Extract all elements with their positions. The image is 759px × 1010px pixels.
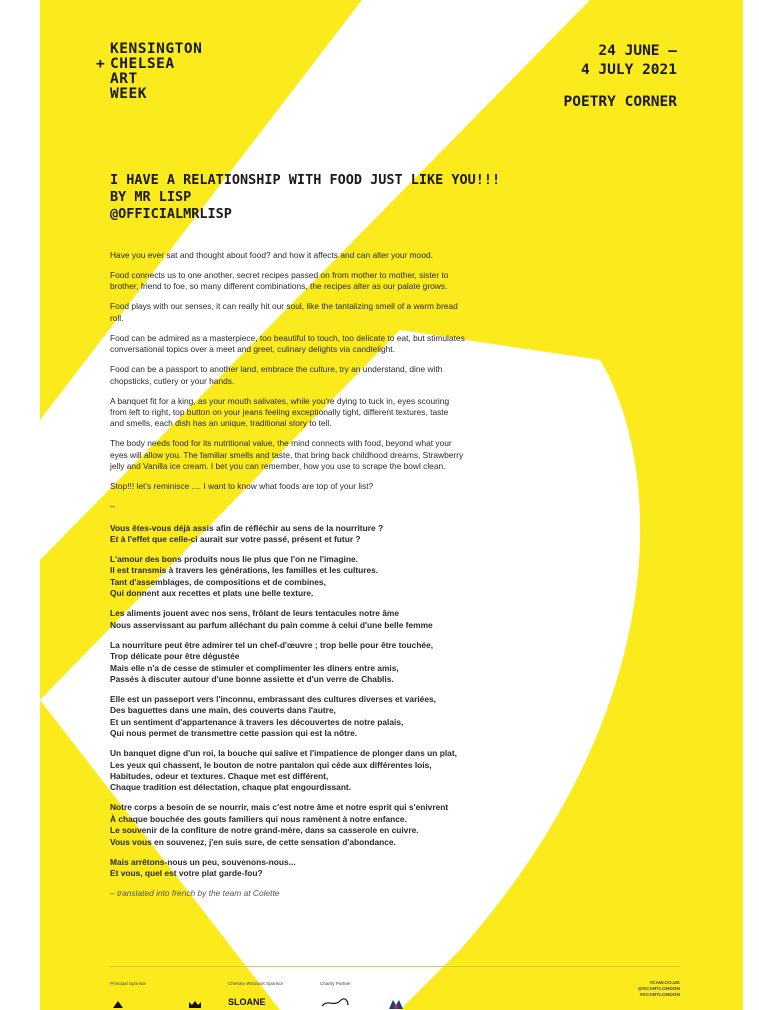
poem-line: Trop délicate pour être dégustée bbox=[110, 651, 240, 662]
poem-line: chopsticks, cutlery or your hands. bbox=[110, 375, 235, 386]
poem-stanza bbox=[110, 250, 640, 261]
poem-line: Les yeux qui chassent, le bouton de notre pantalon qui cède aux différentes lois, bbox=[110, 759, 432, 770]
logo-line: ART bbox=[110, 71, 138, 87]
date-line: 4 JULY 2021 bbox=[580, 62, 677, 78]
author-line: BY MR LISP bbox=[110, 189, 192, 205]
poem-line: À chaque bouchée des gouts familiers qui nous ramènent à notre enfance. bbox=[110, 813, 407, 824]
poem-line: eyes will allow you. The familiar smells and taste, that bring back childhood dreams, Strawberry bbox=[110, 449, 464, 460]
poem-line: Food can be admired as a masterpiece, too beautiful to touch, too delicate to eat, but stimulates bbox=[110, 332, 465, 343]
poem-stanza bbox=[110, 438, 640, 472]
logo-line: CHELSEA bbox=[110, 56, 175, 72]
charity-logo-icon bbox=[320, 997, 350, 1009]
poem-line: Food plays with our senses, it can really hit our soul, like the tantalizing smell of a warm bread bbox=[110, 301, 458, 312]
poem-line: Mais elle n'a de cesse de stimuler et complimenter les diners entre amis, bbox=[110, 662, 399, 673]
poem-line: Il est transmis à travers les générations, les familles et les cultures. bbox=[110, 565, 379, 576]
poem-stanza bbox=[110, 694, 640, 740]
poem-line: Des baguettes dans une main, des couverts dans l'autre, bbox=[110, 705, 336, 716]
author-handle[interactable]: @OFFICIALMRLISP bbox=[110, 206, 232, 222]
poem-stanza bbox=[110, 802, 640, 848]
kcaw-logo[interactable] bbox=[96, 41, 203, 102]
english-poem bbox=[110, 250, 640, 493]
poem-line: La nourriture peut être admirer tel un chef-d'œuvre ; trop belle pour être touchée, bbox=[110, 639, 434, 650]
social-handles bbox=[638, 981, 680, 999]
chelsea-sponsor-label: Chelsea Windows Sponsor bbox=[228, 981, 284, 986]
event-dates bbox=[581, 42, 677, 80]
poem-line: Chaque tradition est délectation, chaque plat engourdissant. bbox=[110, 782, 352, 793]
logo-plus: + bbox=[96, 56, 106, 72]
crown-logo-icon bbox=[188, 999, 202, 1009]
poem-line: brother, friend to foe, so many different combinations, the recipes alter as our palate grows. bbox=[110, 281, 448, 292]
social-link[interactable]: #CAW.CO.UK bbox=[649, 981, 680, 986]
poem-line: Elle est un passeport vers l'inconnu, embrassant des cultures diverses et variées, bbox=[110, 693, 436, 704]
poem-line: Food connects us to one another, secret recipes passed on from mother to mother, sister to bbox=[110, 270, 449, 280]
principal-sponsor-logo-icon bbox=[112, 999, 124, 1009]
poem-line: Et un sentiment d'appartenance à travers les découvertes de notre palais, bbox=[110, 716, 404, 727]
poem-line: Nous asservissant au parfum alléchant du pain comme à celui d'une belle femme bbox=[110, 619, 433, 630]
poem-line: Tant d'assemblages, de compositions et de combines, bbox=[110, 576, 326, 587]
poem-line: Have you ever sat and thought about food? and how it affects and can alter your mood. bbox=[110, 250, 433, 260]
poem-body bbox=[110, 250, 640, 908]
poem-stanza bbox=[110, 857, 640, 880]
sloane-logo: SLOANE bbox=[228, 997, 266, 1007]
poem-line: conversational topics over a meet and greet, culinary delights via candlelight. bbox=[110, 344, 395, 355]
poem-line: Le souvenir de la confiture de notre grand-mère, dans sa casserole en cuivre. bbox=[110, 825, 419, 836]
poem-line: L'amour des bons produits nous lie plus que l'on ne l'imagine. bbox=[110, 554, 358, 565]
poem-line: Stop!!! let's reminisce .... I want to know what foods are top of your list? bbox=[110, 481, 374, 492]
poem-stanza bbox=[110, 364, 640, 387]
poem-stanza bbox=[110, 396, 640, 430]
poem-line: Mais arrêtons-nous un peu, souvenons-nous... bbox=[110, 856, 296, 867]
poem-stanza bbox=[110, 523, 640, 546]
poem-line: Et vous, quel est votre plat garde-fou? bbox=[110, 867, 263, 878]
poem-line: Qui donnent aux recettes et plats une belle texture. bbox=[110, 588, 314, 599]
poem-stanza bbox=[110, 301, 640, 324]
poem-line: Un banquet digne d'un roi, la bouche qui salive et l'impatience de plonger dans un plat, bbox=[110, 748, 457, 759]
section-label: POETRY CORNER bbox=[563, 94, 677, 110]
social-link[interactable]: @KCARTLONDON bbox=[637, 987, 680, 992]
poem-stanza bbox=[110, 640, 640, 686]
poem-line: Notre corps a besoin de se nourrir, mais c'est notre âme et notre esprit qui s'enivrent bbox=[110, 802, 449, 813]
poem-line: from left to right, top button on your jeans feeling exceptionally tight, different textures, taste bbox=[110, 407, 449, 418]
poem-line: Vous vous en souvenez, j'en suis sure, de cette sensation d'abondance. bbox=[110, 836, 396, 847]
poem-line: and smells, each dish has an unique, traditional story to tell. bbox=[110, 418, 332, 429]
date-line: 24 JUNE – bbox=[598, 43, 677, 59]
poem-stanza bbox=[110, 608, 640, 631]
principal-sponsor-label: Principal Sponsor bbox=[110, 981, 147, 986]
poem-stanza bbox=[110, 748, 640, 794]
logo-line: KENSINGTON bbox=[110, 41, 203, 57]
poem-stanza bbox=[110, 270, 640, 293]
poem-stanza bbox=[110, 481, 640, 492]
poem-stanza bbox=[110, 333, 640, 356]
poem-line: A banquet fit for a king, as your mouth salivates, while you're dying to tuck in, eyes scouring bbox=[110, 395, 450, 406]
logo-line: WEEK bbox=[110, 86, 147, 102]
poem-title bbox=[110, 172, 670, 223]
translation-credit: – translated into french by the team at Colette bbox=[110, 887, 280, 898]
title-line: I HAVE A RELATIONSHIP WITH FOOD JUST LIKE YOU!!! bbox=[110, 172, 501, 188]
social-link[interactable]: #KCARTLONDON bbox=[639, 993, 680, 998]
poem-line: Les aliments jouent avec nos sens, frôlant de leurs tentacules notre âme bbox=[110, 608, 400, 619]
poem-line: Et à l'effet que celle-ci aurait sur votre passé, présent et futur ? bbox=[110, 534, 361, 545]
poem-line: Food can be a passport to another land, embrace the culture, try an understand, dine with bbox=[110, 364, 443, 375]
poem-line: The body needs food for its nutritional value, the mind connects with food, beyond what your bbox=[110, 438, 452, 449]
poem-line: roll. bbox=[110, 312, 124, 323]
poem-stanza bbox=[110, 554, 640, 600]
poem-line: Vous êtes-vous déjà assis afin de réfléchir au sens de la nourriture ? bbox=[110, 522, 384, 533]
sponsor-footer bbox=[110, 966, 680, 1010]
french-poem bbox=[110, 523, 640, 880]
separator: – bbox=[110, 501, 115, 512]
poster bbox=[40, 0, 743, 1010]
poem-line: Passés à discuter autour d'une bonne assiette et d'un verre de Chablis. bbox=[110, 673, 394, 684]
poem-line: Qui nous permet de transmettre cette passion qui est la nôtre. bbox=[110, 728, 358, 739]
charity-badge-icon bbox=[388, 997, 404, 1010]
poem-line: jelly and Vanilla ice cream. I bet you can remember, how you use to scrape the bowl clean. bbox=[110, 461, 446, 472]
poem-line: Habitudes, odeur et textures. Chaque met est différent, bbox=[110, 770, 329, 781]
charity-partner-label: Charity Partner bbox=[320, 981, 351, 986]
